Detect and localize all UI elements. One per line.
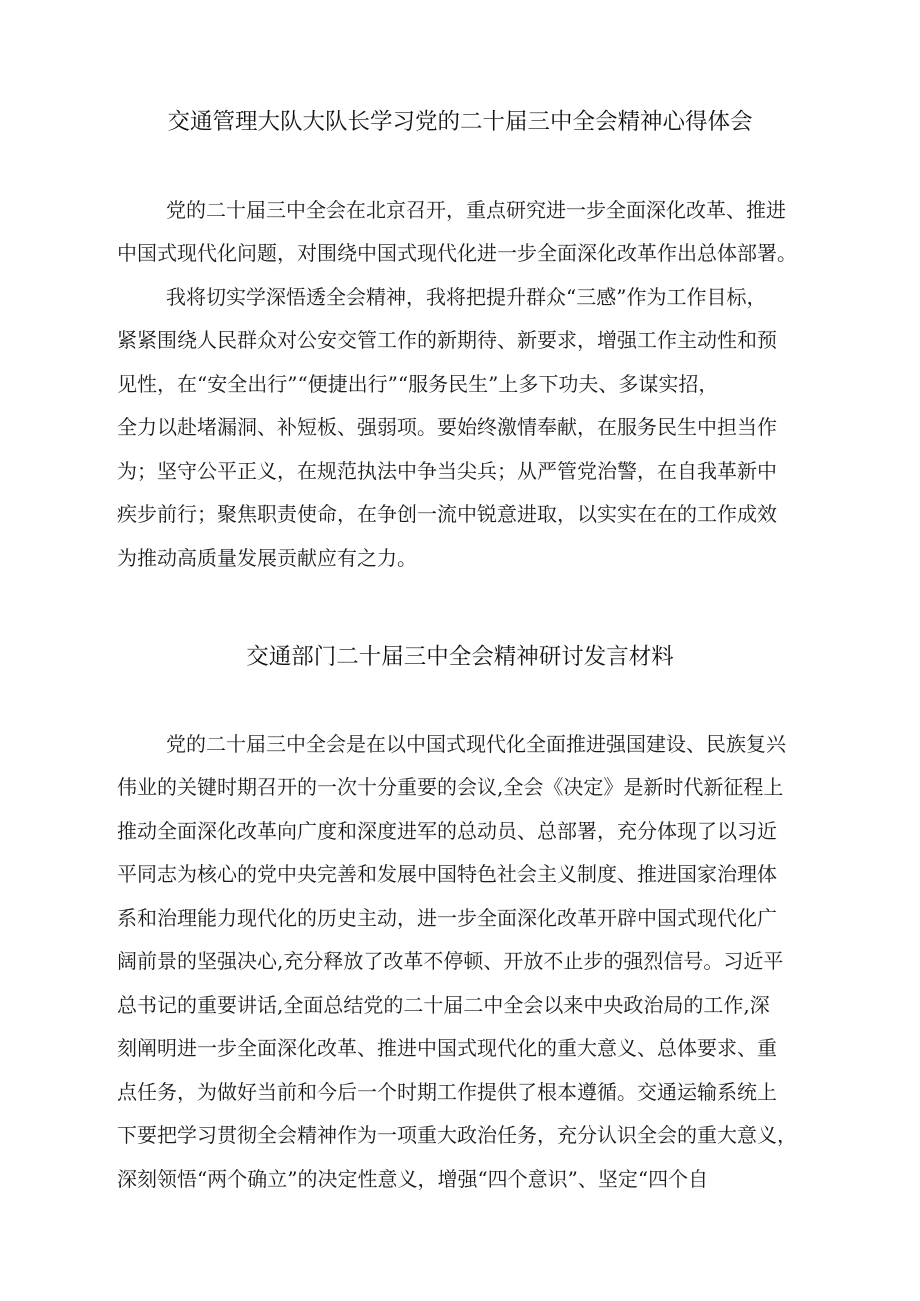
section-2-line: 平同志为核心的党中央完善和发展中国特色社会主义制度、推进国家治理体: [117, 862, 777, 886]
section-2-line: 下要把学习贯彻全会精神作为一项重大政治任务，充分认识全会的重大意义，: [117, 1123, 797, 1147]
section-1-line: 紧紧围绕人民群众对公安交管工作的新期待、新要求，增强工作主动性和预: [117, 328, 777, 352]
section-2-line: 点任务，为做好当前和今后一个时期工作提供了根本遵循。交通运输系统上: [117, 1080, 777, 1104]
section-2-line: 系和治理能力现代化的历史主动，进一步全面深化改革开辟中国式现代化广: [117, 906, 777, 930]
section-1-line: 全力以赴堵漏洞、补短板、强弱项。要始终激情奉献，在服务民生中担当作: [117, 415, 777, 439]
section-1-line: 疾步前行；聚焦职责使命，在争创一流中锐意进取，以实实在在的工作成效: [117, 502, 777, 526]
section-2-line: 刻阐明进一步全面深化改革、推进中国式现代化的重大意义、总体要求、重: [117, 1036, 777, 1060]
section-1-line: 党的二十届三中全会在北京召开，重点研究进一步全面深化改革、推进: [166, 198, 786, 222]
section-2-line: 阔前景的坚强决心,充分释放了改革不停顿、开放不止步的强烈信号。习近平: [117, 949, 784, 973]
section-2-line: 深刻领悟“两个确立”的决定性意义，增强“四个意识”、坚定“四个自: [117, 1167, 709, 1191]
section-2-line: 伟业的关键时期召开的一次十分重要的会议,全会《决定》是新时代新征程上: [117, 775, 784, 799]
section-1-line: 见性，在“安全出行”“便捷出行”“服务民生”上多下功夫、多谋实招，: [117, 372, 719, 396]
section-1-line: 中国式现代化问题，对围绕中国式现代化进一步全面深化改革作出总体部署。: [117, 241, 797, 265]
section-2-line: 推动全面深化改革向广度和深度进军的总动员、总部署，充分体现了以习近: [117, 819, 777, 843]
section-1-line: 为推动高质量发展贡献应有之力。: [117, 546, 417, 570]
section-2-line: 党的二十届三中全会是在以中国式现代化全面推进强国建设、民族复兴: [166, 732, 786, 756]
section-1-line: 我将切实学深悟透全会精神，我将把提升群众“三感”作为工作目标，: [166, 285, 767, 309]
section-2-title: 交通部门二十届三中全会精神研讨发言材料: [246, 644, 674, 670]
section-1-line: 为；坚守公平正义，在规范执法中争当尖兵；从严管党治警，在自我革新中: [117, 459, 777, 483]
section-1-title: 交通管理大队大队长学习党的二十届三中全会精神心得体会: [167, 109, 753, 135]
section-2-line: 总书记的重要讲话,全面总结党的二十届二中全会以来中央政治局的工作,深: [117, 993, 770, 1017]
